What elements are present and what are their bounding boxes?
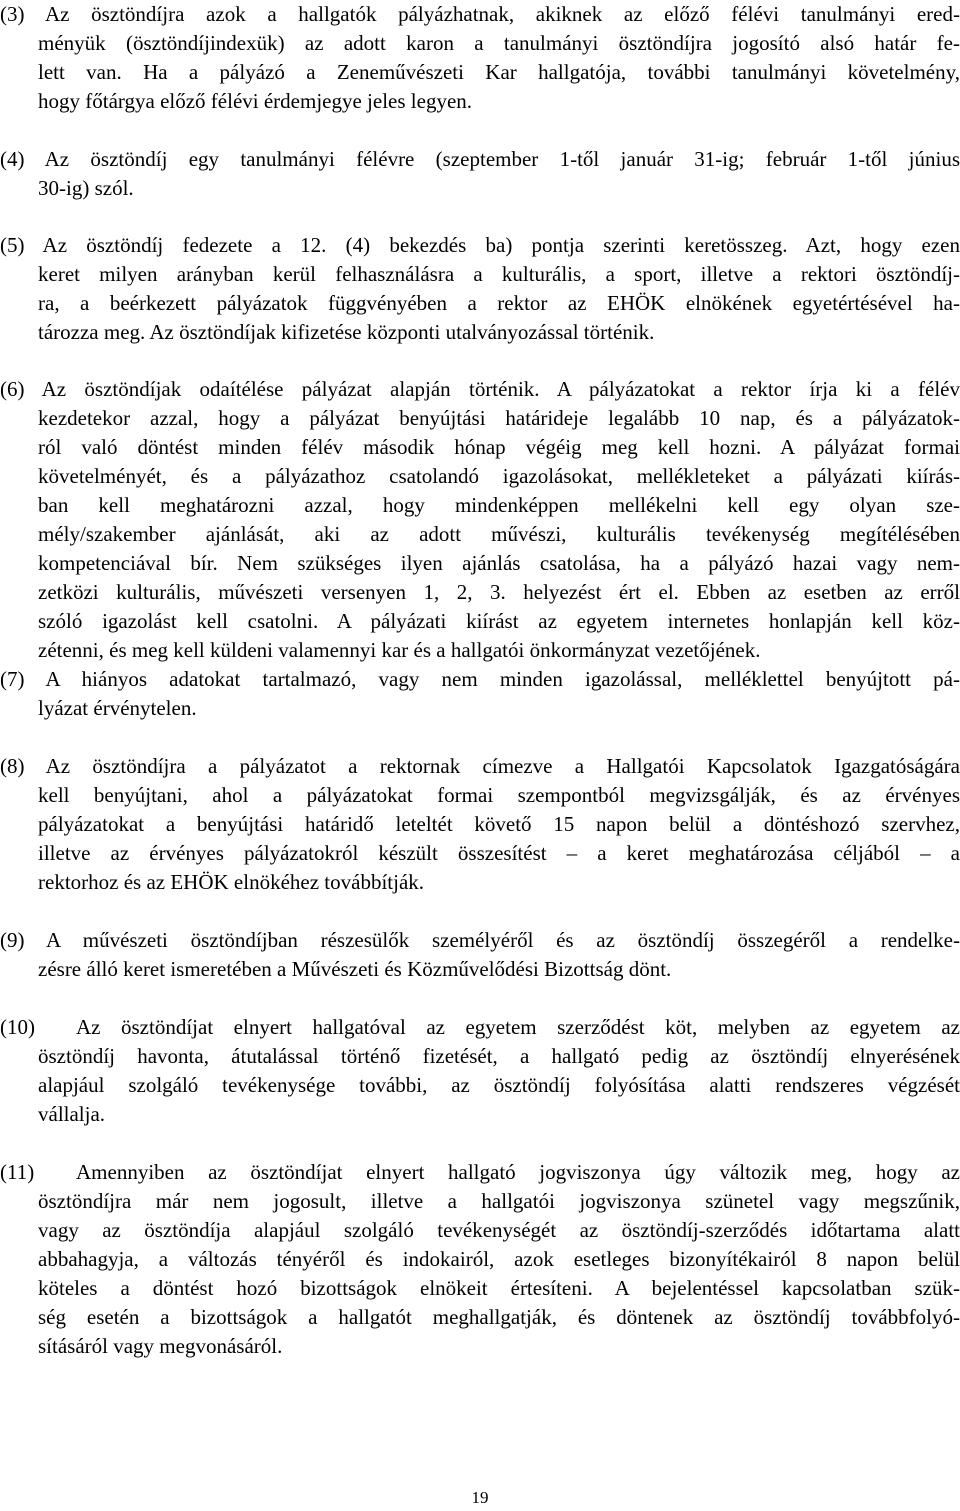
paragraph-label: (10): [0, 1015, 35, 1039]
text-line: (8) Az ösztöndíjra a pályázatot a rektornak címezve a Hallgatói Kapcsolatok Igazgatóságára: [0, 754, 960, 778]
text-line: 30-ig) szól.: [38, 176, 134, 200]
text-line: ség esetén a bizottságok a hallgatót meghallgatják, és döntenek az ösztöndíj továbbfolyó-: [38, 1305, 960, 1329]
text-line: (4) Az ösztöndíj egy tanulmányi félévre (szeptember 1-től január 31-ig; február 1-től június: [0, 147, 960, 171]
text-line: szóló igazolást kell csatolni. A pályázati kiírást az egyetem internetes honlapján kell köz-: [38, 609, 960, 633]
text-line: ban kell meghatározni azzal, hogy mindenképpen mellékelni kell egy olyan sze-: [38, 493, 960, 517]
text-line: alapjául szolgáló tevékenysége további, az ösztöndíj folyósítása alatti rendszeres végzését: [38, 1073, 960, 1097]
text-line: zétenni, és meg kell küldeni valamennyi kar és a hallgatói önkormányzat vezetőjének.: [38, 638, 761, 662]
text-line: zésre álló keret ismeretében a Művészeti és Közművelődési Bizottság dönt.: [38, 957, 672, 981]
text-line: abbahagyja, a változás tényéről és indokairól, azok esetleges bizonyítékairól 8 napon belül: [38, 1247, 960, 1271]
text-line: ményük (ösztöndíjindexük) az adott karon a tanulmányi ösztöndíjra jogosító alsó határ fe-: [38, 31, 960, 55]
text-line: illetve az érvényes pályázatokról készült összesítést – a keret meghatározása céljából – a: [38, 841, 960, 865]
text-line: ösztöndíjra már nem jogosult, illetve a hallgatói jogviszonya szünetel vagy megszűnik,: [38, 1189, 960, 1213]
text-line: tározza meg. Az ösztöndíjak kifizetése központi utalványozással történik.: [38, 320, 655, 344]
text-line: kompetenciával bír. Nem szükséges ilyen ajánlás csatolása, ha a pályázó hazai vagy nem-: [38, 551, 960, 575]
text-line: követelményét, és a pályázathoz csatolandó igazolásokat, mellékleteket a pályázati kiírás-: [38, 464, 960, 488]
text-line: ra, a beérkezett pályázatok függvényében a rektor az EHÖK elnökének egyetértésével ha-: [38, 291, 960, 315]
text-line: (9) A művészeti ösztöndíjban részesülők személyéről és az ösztöndíj összegéről a rendelke-: [0, 928, 960, 952]
text-line: ról való döntést minden félév második hónap végéig meg kell hozni. A pályázat formai: [38, 435, 960, 459]
text-line: vállalja.: [38, 1102, 106, 1126]
text-line: keret milyen arányban kerül felhasználásra a kulturális, a sport, illetve a rektori ösztöndíj-: [38, 262, 960, 286]
text-line: ösztöndíj havonta, átutalással történő fizetését, a hallgató pedig az ösztöndíj elnyerésének: [38, 1044, 960, 1068]
text-line: mély/szakember ajánlását, aki az adott művészi, kulturális tevékenység megítélésében: [38, 522, 960, 546]
text-line: lyázat érvénytelen.: [38, 696, 197, 720]
text-line: hogy főtárgya előző félévi érdemjegye jeles legyen.: [38, 89, 473, 113]
text-line: köteles a döntést hozó bizottságok elnökeit értesíteni. A bejelentéssel kapcsolatban szük-: [38, 1276, 960, 1300]
text-line: (3) Az ösztöndíjra azok a hallgatók pályázhatnak, akiknek az előző félévi tanulmányi ered-: [0, 2, 960, 26]
text-line: Az ösztöndíjat elnyert hallgatóval az egyetem szerződést köt, melyben az egyetem az: [76, 1015, 960, 1039]
text-line: (5) Az ösztöndíj fedezete a 12. (4) bekezdés ba) pontja szerinti keretösszeg. Azt, hogy ezen: [0, 233, 960, 257]
text-line: kell benyújtani, ahol a pályázatokat formai szempontból megvizsgálják, és az érvényes: [38, 783, 960, 807]
paragraph-label: (11): [0, 1160, 35, 1184]
text-line: pályázatokat a benyújtási határidő leteltét követő 15 napon belül a döntéshozó szervhez,: [38, 812, 960, 836]
text-line: rektorhoz és az EHÖK elnökéhez továbbítják.: [38, 870, 425, 894]
text-line: kezdetekor azzal, hogy a pályázat benyújtási határideje legalább 10 nap, és a pályázatok-: [38, 406, 960, 430]
text-line: sításáról vagy megvonásáról.: [38, 1334, 283, 1358]
text-line: zetközi kulturális, művészeti versenyen 1, 2, 3. helyezést ért el. Ebben az esetben az erről: [38, 580, 960, 604]
text-line: vagy az ösztöndíja alapjául szolgáló tevékenységét az ösztöndíj-szerződés időtartama alatt: [38, 1218, 960, 1242]
text-line: Amennyiben az ösztöndíjat elnyert hallgató jogviszonya úgy változik meg, hogy az: [76, 1160, 960, 1184]
page-number: 19: [471, 1488, 489, 1507]
text-line: lett van. Ha a pályázó a Zeneművészeti Kar hallgatója, további tanulmányi követelmény,: [38, 60, 960, 84]
text-line: (7) A hiányos adatokat tartalmazó, vagy nem minden igazolással, melléklettel benyújtott pá-: [0, 667, 960, 691]
text-line: (6) Az ösztöndíjak odaítélése pályázat alapján történik. A pályázatokat a rektor írja ki a félév: [0, 377, 960, 401]
